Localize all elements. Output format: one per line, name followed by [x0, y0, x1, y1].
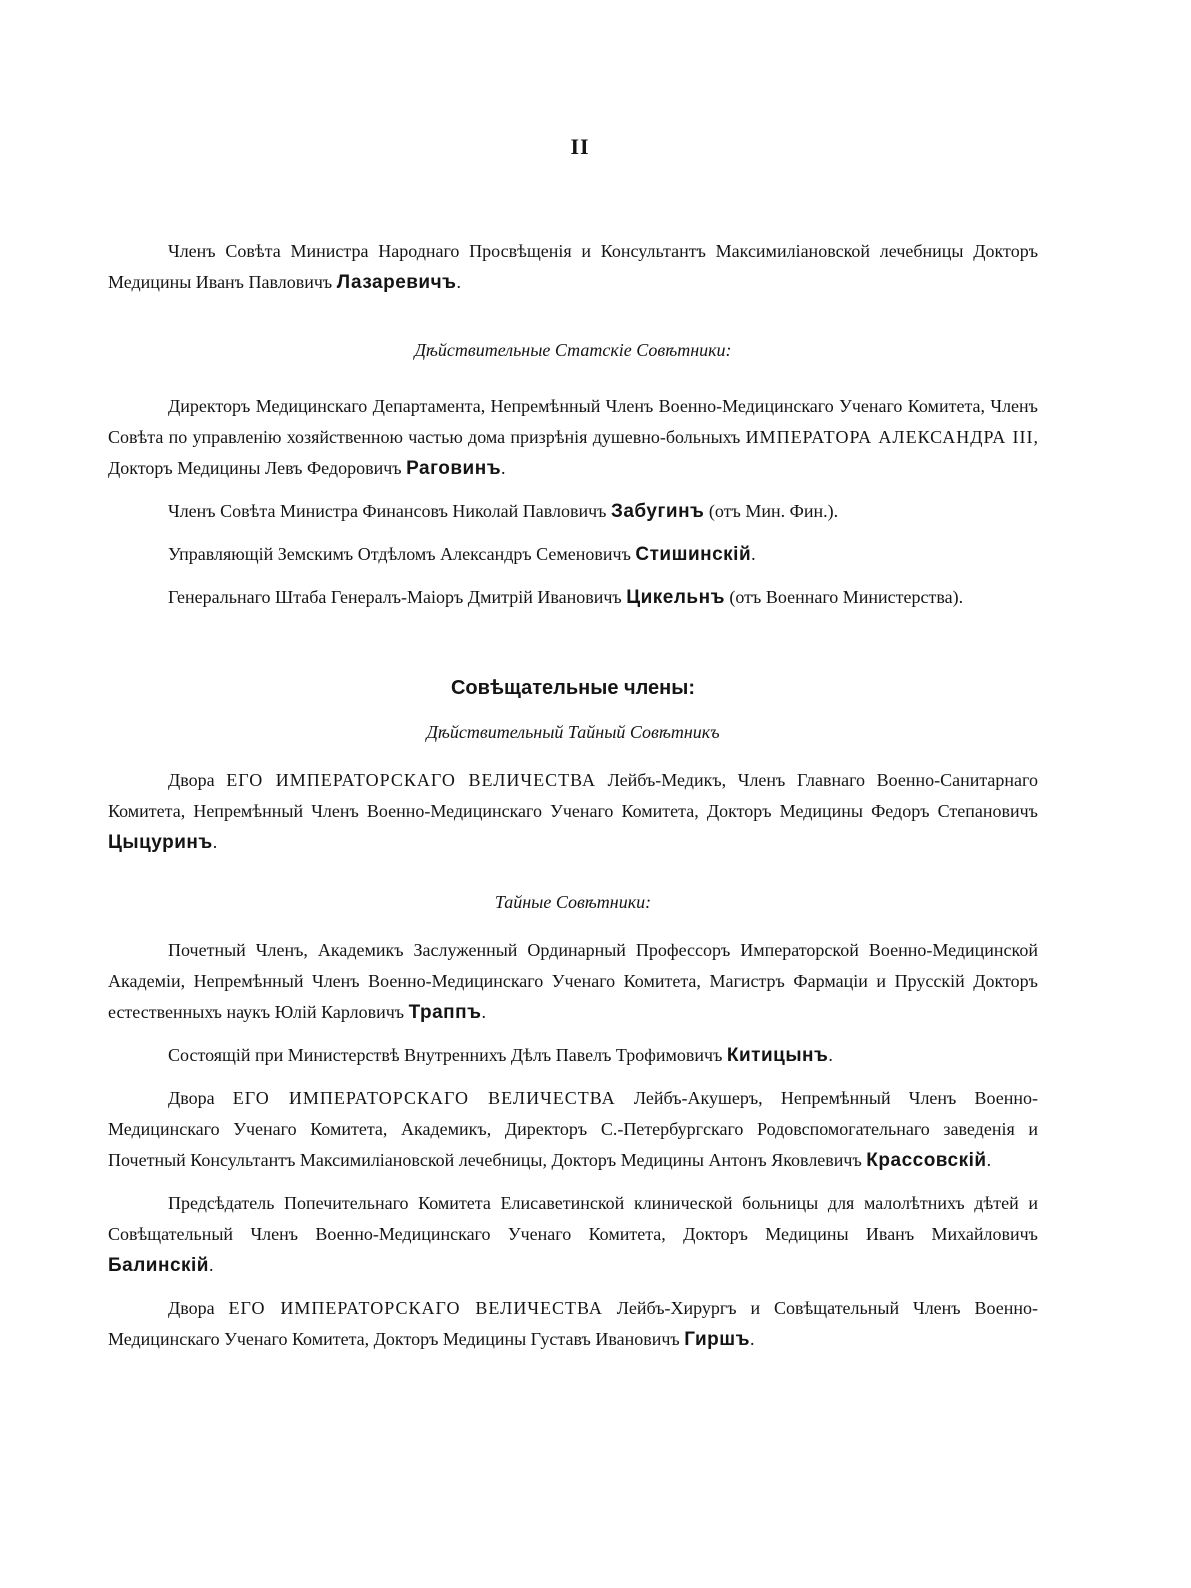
- person-name: Раговинъ: [406, 458, 502, 479]
- entry-girsh: [108, 1293, 1038, 1355]
- entry-zabugin: [108, 496, 1038, 527]
- entry-stishinsky: [108, 539, 1038, 570]
- text-run: .: [751, 544, 756, 564]
- text-run: .: [456, 272, 461, 292]
- text-run: Почетный Членъ, Академикъ Заслуженный Ординарный Профессоръ Императорской Военно-Медицинской Академіи, Непремѣнный Членъ Военно-Медицинскаго Ученаго Комитета, Магистръ Фармаціи и Прусскій Докторъ естественныхъ наукъ Юлій Карловичъ: [108, 940, 1038, 1022]
- entry-lazarevich: [108, 236, 1038, 298]
- text-run: .: [212, 832, 218, 852]
- text-run: (отъ Военнаго Министерства).: [724, 587, 964, 607]
- text-run: ЕГО ИМПЕРАТОРСКАГО ВЕЛИЧЕСТВА: [228, 1298, 603, 1318]
- major-heading-advisory-members: Совѣщательные члены:: [450, 677, 695, 699]
- text-run: .: [501, 458, 506, 478]
- person-name: Цыцуринъ: [108, 832, 213, 853]
- section-heading-actual-privy-councillor: Дѣйствительный Тайный Совѣтникъ: [426, 722, 720, 742]
- entry-trapp: [108, 935, 1038, 1028]
- person-name: Лазаревичъ: [336, 272, 457, 293]
- text-run: Директоръ Медицинскаго Департамента, Непремѣнный Членъ Военно-Медицинскаго Ученаго Комитета, Членъ Совѣта по управленію хозяйственною частью дома призрѣнія душевно-больныхъ: [108, 396, 1038, 447]
- person-name: Гиршъ: [684, 1329, 750, 1350]
- text-run: .: [749, 1329, 755, 1349]
- text-run: Лейбъ-Акушеръ, Непремѣнный Членъ Военно-Медицинскаго Ученаго Комитета, Академикъ, Директоръ С.-Петербургскаго Родовспомогательнаго заведенія и Почетный Консультантъ Максимиліановской лечебницы, Докторъ Медицины Антонъ Яковлевичъ: [108, 1088, 1038, 1170]
- text-run: Двора: [168, 1298, 229, 1318]
- entry-kititsyn: [108, 1040, 1038, 1071]
- text-run: ЕГО ИМПЕРАТОРСКАГО ВЕЛИЧЕСТВА: [232, 1088, 616, 1108]
- text-run: Двора: [168, 1088, 233, 1108]
- text-run: .: [828, 1045, 833, 1065]
- page-body: [108, 236, 1038, 1367]
- text-run: (отъ Мин. Фин.).: [704, 501, 839, 521]
- person-name: Стишинскій: [635, 544, 752, 565]
- person-name: Крассовскій: [866, 1150, 987, 1171]
- text-run: .: [208, 1255, 214, 1275]
- person-name: Забугинъ: [610, 501, 705, 522]
- text-run: Генеральнаго Штаба Генералъ-Маіоръ Дмитрій Ивановичъ: [168, 587, 627, 607]
- text-run: .: [986, 1150, 992, 1170]
- entry-tsytsurin: [108, 765, 1038, 858]
- section-heading-privy-councillors: Тайные Совѣтники:: [494, 892, 652, 912]
- person-name: Траппъ: [408, 1002, 482, 1023]
- text-run: Предсѣдатель Попечительнаго Комитета Елисаветинской клинической больницы для малолѣтнихъ дѣтей и Совѣщательный Членъ Военно-Медицинскаго Ученаго Комитета, Докторъ Медицины Иванъ Михайловичъ: [108, 1193, 1038, 1244]
- entry-ragovin: [108, 391, 1038, 484]
- section-heading-state-councillors: Дѣйствительные Статскіе Совѣтники:: [414, 340, 732, 360]
- text-run: ИМПЕРАТОРА АЛЕКСАНДРА III: [745, 427, 1034, 447]
- text-run: ЕГО ИМПЕРАТОРСКАГО ВЕЛИЧЕСТВА: [226, 770, 596, 790]
- text-run: Членъ Совѣта Министра Финансовъ Николай Павловичъ: [168, 501, 611, 521]
- person-name: Цикельнъ: [626, 587, 725, 608]
- entry-tsikeln: [108, 582, 1038, 613]
- entry-krassovsky: [108, 1083, 1038, 1176]
- person-name: Китицынъ: [726, 1045, 829, 1066]
- page-number: II: [570, 134, 590, 159]
- text-run: Членъ Совѣта Министра Народнаго Просвѣщенія и Консультантъ Максимиліановской лечебницы Докторъ Медицины Иванъ Павловичъ: [108, 241, 1038, 292]
- text-run: , Докторъ Медицины Левъ Федоровичъ: [108, 427, 1038, 478]
- text-run: Лейбъ-Хирургъ и Совѣщательный Членъ Военно-Медицинскаго Ученаго Комитета, Докторъ Медицины Густавъ Ивановичъ: [108, 1298, 1038, 1349]
- text-run: .: [481, 1002, 486, 1022]
- text-run: Управляющій Земскимъ Отдѣломъ Александръ Семеновичъ: [168, 544, 636, 564]
- text-run: Двора: [168, 770, 227, 790]
- person-name: Балинскій: [108, 1255, 209, 1276]
- entry-balinsky: [108, 1188, 1038, 1281]
- text-run: Состоящій при Министерствѣ Внутреннихъ Дѣлъ Павелъ Трофимовичъ: [168, 1045, 727, 1065]
- text-run: Лейбъ-Медикъ, Членъ Главнаго Военно-Санитарнаго Комитета, Непремѣнный Членъ Военно-Медицинскаго Ученаго Комитета, Докторъ Медицины Федоръ Степановичъ: [108, 770, 1038, 821]
